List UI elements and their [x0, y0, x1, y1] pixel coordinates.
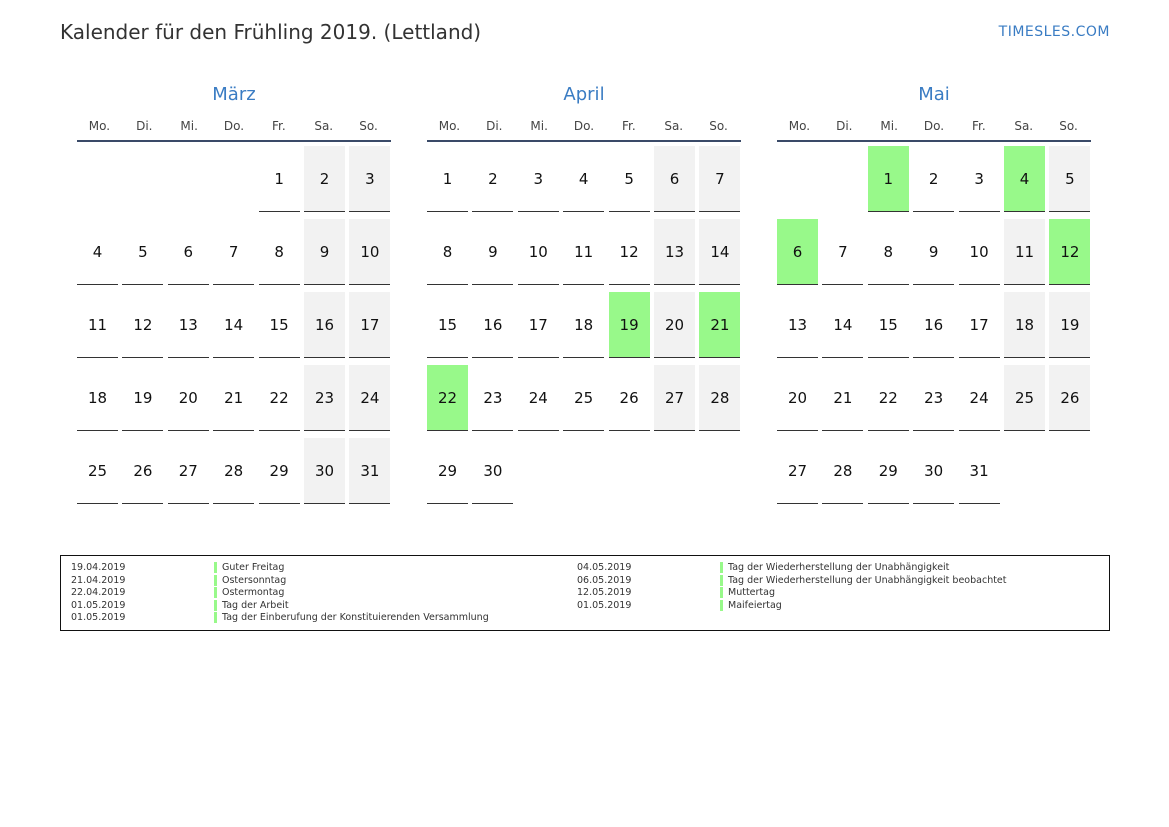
day-cell: 18: [77, 365, 118, 431]
legend-holiday-name: Ostersonntag: [222, 574, 287, 586]
day-cell: 10: [959, 219, 1000, 285]
day-cell: 20: [654, 292, 695, 358]
weekday-label: Sa.: [1014, 119, 1034, 133]
day-cell: 8: [427, 219, 468, 285]
weekday-label: Sa.: [664, 119, 684, 133]
day-cell: 30: [913, 438, 954, 504]
day-cell: 26: [122, 438, 163, 504]
day-cell: 2: [472, 146, 513, 212]
holiday-color-marker: [214, 600, 217, 611]
day-cell-holiday: 6: [777, 219, 818, 285]
holiday-color-marker: [720, 600, 723, 611]
day-cell: 3: [959, 146, 1000, 212]
day-cell: 17: [959, 292, 1000, 358]
day-cell: 14: [213, 292, 254, 358]
day-cell: 9: [304, 219, 345, 285]
day-cell: 24: [518, 365, 559, 431]
legend-date: 19.04.2019: [71, 562, 126, 573]
day-cell: 10: [349, 219, 390, 285]
weekday-label: Sa.: [314, 119, 334, 133]
day-cell: 6: [654, 146, 695, 212]
day-cell-holiday: 21: [699, 292, 740, 358]
weekday-label: So.: [1059, 119, 1078, 133]
day-cell: 7: [213, 219, 254, 285]
legend-holiday-name: Maifeiertag: [728, 599, 782, 611]
legend-holiday-name: Ostermontag: [222, 587, 285, 598]
day-cell: 11: [1004, 219, 1045, 285]
day-cell: 14: [822, 292, 863, 358]
day-cell: 3: [518, 146, 559, 212]
day-cell: 27: [168, 438, 209, 504]
day-cell: 29: [427, 438, 468, 504]
day-cell: 17: [518, 292, 559, 358]
legend-holiday-name: Tag der Wiederherstellung der Unabhängigkeit beobachtet: [728, 574, 1007, 586]
weekday-label: Di.: [136, 119, 153, 133]
legend-date: 01.05.2019: [71, 599, 126, 611]
day-cell: 13: [777, 292, 818, 358]
day-cell: 2: [304, 146, 345, 212]
day-cell: 26: [1049, 365, 1090, 431]
weekday-label: Mo.: [788, 119, 811, 133]
weekday-label: So.: [359, 119, 378, 133]
legend-date: 06.05.2019: [577, 574, 632, 586]
day-cell: 5: [609, 146, 650, 212]
day-cell: 25: [563, 365, 604, 431]
weekday-label: Mo.: [438, 119, 461, 133]
legend-holiday-name: Tag der Einberufung der Konstituierenden Versammlung: [222, 612, 489, 623]
legend-holiday-name: Tag der Wiederherstellung der Unabhängigkeit: [728, 562, 950, 573]
legend-date: 21.04.2019: [71, 574, 126, 586]
day-cell-holiday: 4: [1004, 146, 1045, 212]
day-cell: 8: [259, 219, 300, 285]
day-cell: 16: [304, 292, 345, 358]
day-cell: 23: [304, 365, 345, 431]
day-cell: 31: [959, 438, 1000, 504]
legend-holiday-name: Muttertag: [728, 587, 775, 598]
day-cell: 5: [1049, 146, 1090, 212]
holiday-color-marker: [720, 575, 723, 586]
day-cell: 28: [699, 365, 740, 431]
day-cell: 16: [472, 292, 513, 358]
day-cell: 12: [122, 292, 163, 358]
day-cell: 3: [349, 146, 390, 212]
day-cell: 29: [868, 438, 909, 504]
day-cell: 25: [1004, 365, 1045, 431]
holiday-color-marker: [720, 562, 723, 573]
weekday-label: Do.: [573, 119, 595, 133]
legend-holiday-name: Tag der Arbeit: [222, 599, 289, 611]
day-cell-holiday: 22: [427, 365, 468, 431]
holiday-color-marker: [720, 587, 723, 598]
day-cell: 15: [259, 292, 300, 358]
legend-holiday-name: Guter Freitag: [222, 562, 285, 573]
site-brand-link[interactable]: TIMESLES.COM: [998, 24, 1110, 40]
day-cell: 2: [913, 146, 954, 212]
day-cell: 30: [304, 438, 345, 504]
day-cell: 22: [259, 365, 300, 431]
weekday-label: So.: [709, 119, 728, 133]
month-title: März: [212, 84, 256, 105]
day-cell: 24: [349, 365, 390, 431]
weekday-label: Di.: [836, 119, 853, 133]
weekday-label: Do.: [223, 119, 245, 133]
day-cell: 28: [213, 438, 254, 504]
day-cell: 24: [959, 365, 1000, 431]
day-cell: 15: [427, 292, 468, 358]
day-cell: 13: [168, 292, 209, 358]
day-cell: 10: [518, 219, 559, 285]
day-grid: [427, 142, 741, 507]
day-cell: 18: [563, 292, 604, 358]
weekday-label: Fr.: [272, 119, 286, 133]
day-cell: 22: [868, 365, 909, 431]
day-cell: 4: [563, 146, 604, 212]
weekday-header: [77, 118, 391, 142]
weekday-label: Mo.: [88, 119, 111, 133]
day-cell: 4: [77, 219, 118, 285]
day-cell: 16: [913, 292, 954, 358]
day-cell: 30: [472, 438, 513, 504]
page-title: Kalender für den Frühling 2019. (Lettland): [60, 20, 482, 44]
month-maerz: [77, 84, 391, 507]
day-cell: 15: [868, 292, 909, 358]
legend-date: 04.05.2019: [577, 562, 632, 573]
day-cell: 20: [168, 365, 209, 431]
day-cell: 6: [168, 219, 209, 285]
day-cell: 19: [122, 365, 163, 431]
day-cell-holiday: 12: [1049, 219, 1090, 285]
day-cell: 25: [77, 438, 118, 504]
day-cell: 7: [822, 219, 863, 285]
day-cell: 1: [259, 146, 300, 212]
day-cell: 14: [699, 219, 740, 285]
day-cell: 23: [913, 365, 954, 431]
holiday-legend: [60, 555, 1110, 631]
day-cell: 27: [777, 438, 818, 504]
day-cell: 27: [654, 365, 695, 431]
weekday-label: Fr.: [622, 119, 636, 133]
month-april: [427, 84, 741, 507]
weekday-label: Do.: [923, 119, 945, 133]
weekday-label: Mi.: [530, 119, 548, 133]
legend-date: 01.05.2019: [71, 612, 126, 623]
holiday-color-marker: [214, 575, 217, 586]
day-cell: 8: [868, 219, 909, 285]
weekday-header: [427, 118, 741, 142]
legend-date: 22.04.2019: [71, 587, 126, 598]
holiday-color-marker: [214, 587, 217, 598]
day-cell-holiday: 19: [609, 292, 650, 358]
day-cell: 18: [1004, 292, 1045, 358]
day-cell: 26: [609, 365, 650, 431]
day-cell: 23: [472, 365, 513, 431]
month-title: Mai: [918, 84, 950, 105]
day-cell: 1: [427, 146, 468, 212]
day-cell: 11: [563, 219, 604, 285]
month-title: April: [563, 84, 605, 105]
day-cell: 31: [349, 438, 390, 504]
day-cell: 5: [122, 219, 163, 285]
weekday-label: Mi.: [880, 119, 898, 133]
day-cell: 29: [259, 438, 300, 504]
day-cell: 19: [1049, 292, 1090, 358]
day-cell: 21: [822, 365, 863, 431]
legend-date: 01.05.2019: [577, 599, 632, 611]
holiday-color-marker: [214, 612, 217, 623]
day-cell: 7: [699, 146, 740, 212]
day-cell: 9: [913, 219, 954, 285]
holiday-color-marker: [214, 562, 217, 573]
day-cell: 21: [213, 365, 254, 431]
weekday-label: Mi.: [180, 119, 198, 133]
day-cell: 17: [349, 292, 390, 358]
weekday-label: Di.: [486, 119, 503, 133]
day-grid: [777, 142, 1091, 507]
day-cell-holiday: 1: [868, 146, 909, 212]
day-cell: 20: [777, 365, 818, 431]
day-cell: 13: [654, 219, 695, 285]
day-cell: 12: [609, 219, 650, 285]
day-cell: 11: [77, 292, 118, 358]
weekday-header: [777, 118, 1091, 142]
day-cell: 28: [822, 438, 863, 504]
day-cell: 9: [472, 219, 513, 285]
weekday-label: Fr.: [972, 119, 986, 133]
month-mai: [777, 84, 1091, 507]
day-grid: [77, 142, 391, 507]
legend-date: 12.05.2019: [577, 587, 632, 598]
